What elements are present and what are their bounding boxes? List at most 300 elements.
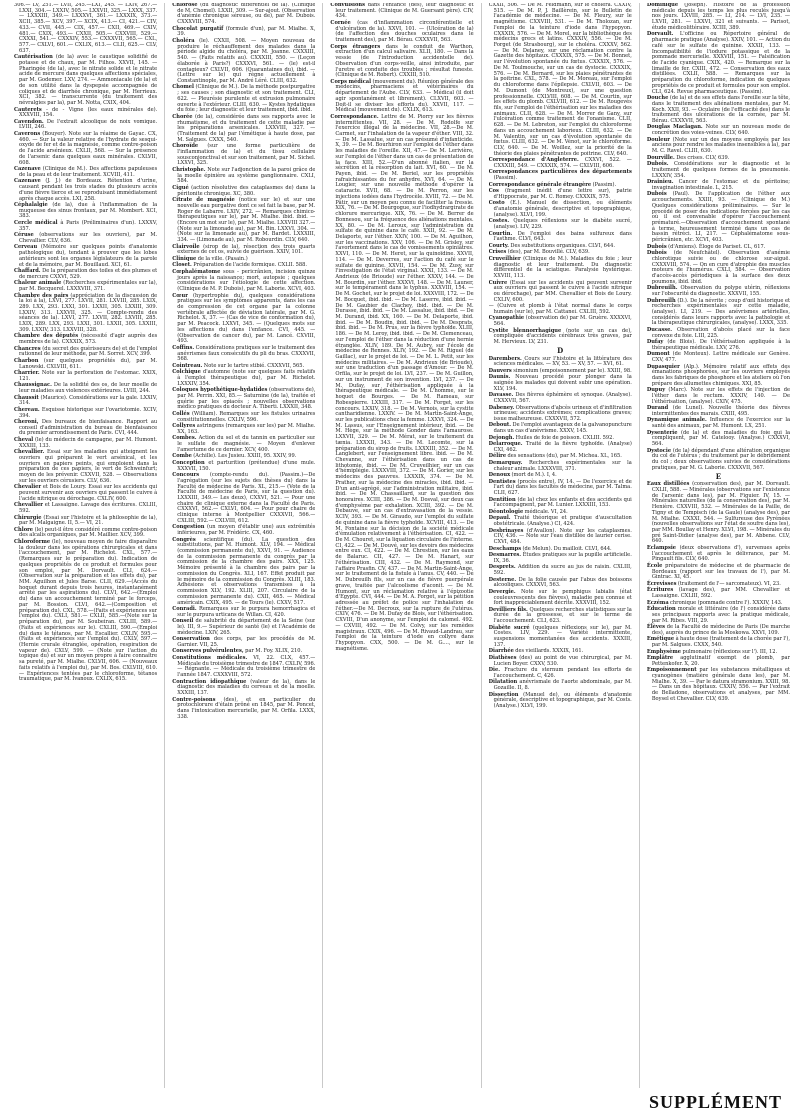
entry-heading: Choroïde: [172, 143, 199, 150]
index-entry: [489, 668, 632, 679]
entry-text: (le). CXXII, 508. — Moyen nouveau de produire le réchauffement des malades dans la période algide du choléra, par M. Joanne. CXXXIII, 540. — (Faits relatifs au). CXXXIII, 550. — (Leçon élaborée à Paris?) CXXXVI, 561. — (le) est-il contagieux? CXLVII, 606. (Quarantaines du), ibid. — (Lettre sur le) qui règne actuellement à Constantinople, par M. André Léré. CLIII, 632.: [177, 37, 316, 84]
entry-text: chronique (pommade contre l'). XXXIV, 143.: [670, 599, 783, 606]
entry-heading: Concours: [172, 472, 200, 479]
entry-text: (action résolutive des cataplasmes de) dans la péritonite chronique. XC, 380.: [177, 184, 316, 197]
index-entry: [14, 396, 157, 407]
entry-text: dans le conduit de Warthon, extraction d'un calcul salivaire. XLII, 180. — Dans la vessie (de l'introduction accidentelle de). Observation d'un corps-veille, ainsi introduite, par l'uretre et conduite des troubles ; résultat funeste. (Clinique de M. Robert). CXXIII, 510.: [335, 43, 474, 79]
index-entry: [172, 198, 315, 244]
entry-text: préparatoire de médecine et de pharmacie de Bordeaux (rapport sur les travaux de l'), par M. Gintrac. XI, 45.: [651, 562, 790, 581]
index-entry: [489, 693, 632, 710]
entry-text: Observations d'abcès urineux et d'infiltration urineuse; accidents extrêmes; complications graves; issue malheureuse. CXXXVII, 572.: [493, 404, 632, 422]
entry-heading: Écritures: [646, 587, 674, 594]
entry-text: (Essai sur l'histoire et la philosophie de la), par M. Malgaigne. II, 5.— VI, 21.: [19, 514, 158, 527]
entry-text: (d'Amiens). Éloge de Pariset. CL, 617.: [668, 243, 766, 250]
index-entry: [172, 388, 315, 411]
entry-heading: Chaffard.: [14, 268, 41, 275]
entry-text: (Essai sur les accidents qui peuvent survenir aux ouvriers qui passent le cuivre à l'acide nitrique ou dérochage), par MM. Chevallier et Bois de Loury. CXLIV, 600.: [493, 279, 632, 303]
entry-heading: Dubois: [646, 243, 667, 250]
entry-text: De la solidité des os, de leur moelle de leur maladies aux violences extérieures. LVIII, 244.: [19, 382, 158, 395]
index-entry: [330, 21, 473, 44]
entry-text: De l'emploi avantageux de la galvanopuncture dans un cas d'anévrisme. XXXV, 145.: [493, 422, 632, 435]
index-entry: [172, 436, 315, 453]
index-entry: [489, 608, 632, 625]
entry-text: (compte-rendu du). (Passim.)—De l'agrégation (sur les sujets des thèses du) dans la Faculté de médecine de Paris. XL, 215.— (Vote de la Faculté de médecine de Paris, sur la question du). LXXXIII, 349.— Les deux), CXXVI, 521. — Pour une chaire de clinique externe dans la Faculté de Paris. CXXXVI, 562.— CXLVI, 604. — Pour pour chaire de clinique interne à Montpellier CXXXVII, 566.— CXLIII, 592.— CXLVIII, 612.: [177, 472, 316, 524]
index-entry: [647, 286, 790, 297]
entry-text: CXXVI, 522. — CXXXIII, 549. — CXXXIX, 574. — CXLVIII, 606.: [493, 157, 632, 169]
entry-text: des vieillards. XXXIX, 161.: [515, 648, 584, 655]
index-entry: [489, 442, 632, 453]
index-entry: [172, 186, 315, 197]
entry-text: Des bureaux de bienfaisance. Rapport au conseil d'administration du bureau de bienfaisance du premier arrondissement de Paris. CVI, 444.: [19, 419, 158, 437]
entry-heading: Dubreuilh.: [646, 285, 678, 292]
entry-text: Note sur un nouveau mode de concrétion des voies-veines. CLV, 640.: [651, 124, 790, 137]
index-entry: [489, 189, 632, 200]
index-entry: [489, 3, 632, 157]
entry-text: et Lassaigne. Lavage des écritures. CXLIII, 592.: [19, 502, 158, 515]
entry-text: (Paul). De l'application de l'éther aux accouchements. XXIII, 93. — (Clinique de M.) Quelques considérations préliminaires. — Sur le procédé de poser des indications forcées par les cas où il est convenable d'opérer l'accouchement prématuré.—Observation d'accouchement spontané à terme, heureusement terminé dans un cas de bassin rétréci. LI, 217. — Céphalématome sous-péricrânien, etc. XCVI, 403.: [651, 191, 790, 244]
entry-heading: Cavendon.: [14, 118, 44, 125]
entry-heading: Conradi.: [172, 606, 197, 613]
entry-text: Traité théorique et pratique d'auscultation obstétricale. (Analyse.) CI, 424.: [493, 515, 632, 528]
entry-heading: Dumont: [646, 351, 670, 358]
index-columns: [14, 3, 790, 1088]
entry-heading: Cazenave: [14, 178, 41, 185]
entry-heading: Costo: [488, 200, 505, 207]
entry-text: (William). Remarques sur les fistules urinaires consititutionnelles. CXLIV, 596.: [177, 410, 316, 423]
entry-text: (Maurice). Considérations sur la gale. LXXIV, 314.: [19, 394, 158, 407]
entry-text: (nécessité d'agir auprès des membres de la). CXXXIX, 573.: [19, 333, 158, 346]
entry-text: 306.— LV, 251.— LVII, 245.—LXI, 245. — LXIV, 267.— LXXI, 304.— LXXIV, 505.— LXXVII, 325.— LXXX, 337.— LXXXIII, 349.— LXXXVI, 361.— LXXXIX, 373.— XCII, 385.— XCV, 397.— XCIX, 413.— CI, 421.— CIV, 433.— CVII, 445.— CIX, 457.— CXII, 469.— CXIV, 481.— CXIX, 493.— CXXII, 505.— CXXVIII, 529.— CXXXI, 541.— CXXXIV, 553.— CXXXVII, 565.— CXL, 577.— CXLVI, 601.— CXLIX, 613.— CLII, 625.— CLV, 637.: [14, 3, 158, 54]
entry-heading: Convulsions: [330, 3, 365, 8]
index-entry: [14, 359, 157, 370]
index-column-1: [14, 3, 157, 1088]
entry-text: (un moyen d'établir une) aux extrémités inférieures, par M. Frédéric. CX, 460.: [177, 524, 316, 537]
index-column-2: [172, 3, 315, 1088]
index-entry: [14, 221, 157, 232]
entry-text: Observation d'abcès placé sur la face convexe du foie. LIII, 225.: [651, 326, 790, 339]
index-entry: [647, 546, 790, 563]
index-entry: [14, 485, 157, 502]
entry-heading: Cruveilhier: [488, 255, 521, 262]
index-entry: [14, 108, 157, 119]
entry-text: (J. J.) de Bordeaux. Rétention d'urine, causant pendant les trois stades du plusieurs accès d'une fièvre tierce et se reproduisant immédiatement après chaque accès. LXI, 258.: [19, 178, 158, 202]
index-entry: [14, 167, 157, 178]
entry-text: (Clinique de M.). Maladies du foie ; leur diagnostic et leur traitement. Du diagnostic différentiel de la sciatique. Paralysie hystérique. XXVIII, 113.: [493, 255, 632, 280]
entry-heading: Dentistes: [488, 478, 516, 485]
index-entry: [647, 625, 790, 636]
index-entry: [489, 158, 632, 169]
entry-heading: Cazenave: [14, 166, 41, 173]
index-entry: [172, 245, 315, 256]
entry-text: morale et littéraire (de l') considérée dans ses principaux rapports avec la pratique médicale, par M. Ribes. VIII, 29.: [651, 606, 790, 624]
index-entry: [172, 370, 315, 387]
entry-heading: Courty.: [488, 242, 509, 249]
index-entry: [172, 525, 315, 536]
index-entry: [172, 3, 315, 26]
index-entry: [647, 251, 790, 285]
entry-heading: Chancres: [14, 345, 41, 352]
entry-text: (conservation des), par M. Dorvault. CXLII, 588. — Minérales (observations sur l'existence de l'arsenic dans les), par M. Figuier. IV, 15. — Minérales naturelles (de la conservation des), par M. Henière. CXXVIII, 532. — Minérales de la Paille, de Tigny et de Tempisch (de la Gaule) (analyse des), par M. Mialhe. CXXXI, 544. — Sulfureuse des Pyrénées (nouvelles observations sur l'état de soufre dans les), par MM. Boullay et Henry. XLVI, 198. — Minérales du pré Saint-Didier (analyse des), par M. Abbene. CLV, 640.: [651, 481, 790, 545]
index-entry: [14, 203, 157, 220]
entry-heading: Denoux: [488, 472, 511, 479]
entry-text: (Recherches expérimentales sur la), par M. Becquerel. LXXXVIII, 371.: [19, 280, 158, 293]
index-entry: [172, 619, 315, 636]
entry-text: (de la), due à l'inflammation de la muqueuse des sinus frontaux, par M. Mombert. XCI, 383.: [19, 202, 158, 220]
index-entry: [14, 371, 157, 382]
entry-text: (de la) chez les enfants et des accidents qui l'accompagnent, par M. Lunier. LXXXIII, 153.: [493, 496, 632, 509]
entry-heading: Chaussignac.: [14, 382, 52, 389]
entry-heading: Drainieu.: [646, 179, 674, 186]
entry-text: (quelques réflexions sur le), par M. Costes. LIV, 229. — Variété intermittente, suspensions momentanées des accidents. XXXIII, 137.: [493, 624, 632, 648]
entry-heading: Chambre des députés: [14, 333, 79, 340]
entry-heading: Écrevisses: [646, 580, 677, 587]
entry-heading: Chambre des pairs: [14, 292, 69, 299]
entry-heading: Empoisonnement: [646, 667, 697, 674]
entry-text: (du secret des guérisseurs de) et de l'emploi rationnel de leur méthode, par M. Sorret. XCV, 399.: [19, 345, 158, 358]
entry-heading: Desbrinayes: [488, 527, 524, 534]
entry-heading: Douglas Maclagan.: [646, 124, 703, 131]
index-entry: [647, 328, 790, 339]
entry-heading: Desprets.: [488, 564, 516, 571]
entry-heading: Corps étrangers: [330, 43, 381, 50]
index-entry: [489, 316, 632, 327]
entry-heading: Coloques hypothétique-hydatides: [172, 387, 268, 394]
entry-text: Préparation de l'acide formique. CXLII. 588.: [193, 262, 308, 269]
index-entry: [172, 85, 315, 114]
entry-heading: Clinique: [172, 255, 197, 262]
index-entry: [647, 340, 790, 351]
entry-heading: Douche: [646, 95, 669, 102]
entry-text: (fragment inédit d'une lettre sur), patrie d'Hippocrate, par M. C. Romey. CXXXIX, 575.: [493, 188, 632, 200]
entry-text: (procès entre). IV, 14. — De l'exercice et de l'art du) dans les facultés de médecine, par M. Talma. CLII, 627.: [493, 478, 632, 497]
entry-heading: Desterne.: [488, 576, 517, 583]
entry-heading: Eaux distillées: [646, 481, 690, 488]
entry-text: Note sur la perforation de l'estomac. XXIX, 121.: [19, 370, 158, 382]
index-entry: [489, 590, 632, 607]
entry-text: (E.). Manuel de dissection, ou éléments d'anatomie générale, descriptive et topographique, (analyse). XLVI, 199.: [493, 200, 632, 218]
entry-heading: Citrate de magnésie: [172, 197, 235, 204]
index-entry: [14, 503, 157, 514]
entry-heading: Colchique: [172, 369, 201, 376]
entry-text: Influence de l'exercice sur la santé des animaux, par M. Humont. LX, 251.: [651, 417, 790, 430]
entry-text: - de - Vigne (les eaux minérales de). XXXVIII, 154.: [19, 106, 158, 119]
index-entry: [647, 352, 790, 363]
entry-text: De la folie causée par l'abus des boissons alcooliques. CXXXVI, 563.: [493, 576, 632, 589]
index-entry: [172, 115, 315, 144]
entry-text: (formule d'un), par M. Mialhe. X, 39.: [177, 25, 316, 38]
entry-text: Considérations pratiques sur le traitement des anévrismes faux consécutifs du pli du bras. CXXXVII, 568.: [177, 344, 316, 363]
index-entry: [647, 668, 790, 702]
entry-heading: Dominique: [646, 3, 679, 8]
entry-heading: E: [715, 471, 722, 481]
entry-heading: Combes.: [172, 435, 197, 442]
entry-heading: Cautérisation: [14, 54, 53, 61]
index-entry: [489, 281, 632, 304]
index-entry: [647, 482, 790, 545]
entry-heading: Cheval: [14, 437, 34, 443]
index-entry: [14, 3, 157, 54]
index-entry: [14, 438, 157, 449]
entry-heading: Dejongh.: [488, 434, 515, 441]
entry-heading: Davasse.: [488, 392, 514, 399]
entry-text: Lettre de M. Piorry sur les fièvres intermittentes. VII, 28. — De M. Rodolfe sur l'exercice illégal de la médecine. VII, 28.—De M. Carmet, sur l'inhalation de la vapeur d'éther. VIII, 32. — De M. Lassalue, sur un cas présumé d'infanticide. X, 39. — De M. Bourhiron sur l'emploi de l'éther dans les maladies de l'oreille. XII, 47.— De M. Lerivière, sur l'emploi de l'éther dans un cas de présentation de la face. XIII, 52.—D'un abonné italien, sur la sécrétion et la résorption du lait. XVI, 60. — De M. Payen, ibid. — De M. Beriel, sur les propriétés rafraichissantes du fer anhydre. XVI, 64. — De M. Lougier, sur une nouvelle méthode d'opérer la cataracte. XVII, 68. — De M. Perron, sur les injections iodées dans l'hydrocèle. XVIII, 72. — De M. Pâtir, sur un moyen peu connu de faciliter la fressie. XIX, 76. — De M. Bourgogue, sur l'iodhydrargirate de chlorure mercurique. XIX, 76. — De M. Berrer de Bonnesou, sur la fréquence des aliénations mentales. XX, 80. — De M. Leroux, sur l'administration du sulfate de quinine dans le café. XXII, 92. — De M. Delaporte, sur l'éther. XXIV, 100. — De M. Aguilhon, sur les vaccinations. XXV, 106. — De M. Grisley, sur l'avortement dans le cas de vomissements opiniâtres. XXVI, 110. — De M. Heret, sur la quinoïdine. XXVII, 114. — De M. Deverres, sur l'action du café sur le sulfate de quinine. XXVII, 154. — De M. Zusy, sur l'investigation de l'état virginal. XXXI, 133. — De M. Andrieux (de Brioude) sur l'éther. XXXV, 144. — De M. Bourdin, sur l'éther. XXXVI, 148. — De M. Launer, sur le tempérament dans le typhus. XXXVIII, 154. — De M. Gochet, sur le projet de loi. XXXVIII, 172. — De M. Bocquet, ibid. ibid. — De M. Laserre, ibid. ibid. — De M. Gaubier de Clachey, ibid. ibid. — De M. Durasse, ibid. ibid. — De M. Lassalue, ibid. ibid. — De M. Durand, ibid. XX, 160. — De M. Delaporte, ibid. ibid. — De M. Boudin, ibid. ibid. — De M. Desprats, ibid. ibid. — De M. Prus, sur la fièvre typhoïde. XLIII, 186. — De M. Leroy, ibid. ibid. — De M. Clemenceau, sur l'emploi de l'éther dans la réduction d'une hernie étranglée. XLIV, 189. De M. Aubry, sur l'école de médecine de Rennes. XLIV, 192. — De M. Riguel (de Gaillac), sur le projet de loi. — De M. L. Petit, sur les médecins militaires. — De M. Andrieux (de Brioude), sur une traduction d'un passage d'Amour. — De M. Orfila, sur le projet de loi. LVI, 237. — De M. Guillon, sur un instrument de son invention. LVI, 237. — De M. Dufay, sur l'éthérisation appliquée à la thérapeutique médicale. — De M. L'homme, sur le hoquet de Bourges. — De M. Rameau, sur Robespierre. LXXIII, 317. — De M. Forget, sur les concours. LXXIV, 318. — De M. Vernois, sur la cystite cantharidienne. LXXIV. — De M. Martin-Saint-Ange, sur les publications chez la femme. LXXVI, 324. — De M. Lassus, sur l'Enseignement intérieur, ibid. — De M. Hège, sur la méthode Gonder dans l'amaurose. LXXVII, 329. — De M. Mérat, sur le traitement du tænia. LXXXII, 343. — De M. Lecomte, sur la préparation du sirop de fruits. LXXXIII, 352. — De M. Langlebert, sur l'enseignement libre. ibid. — De M. Chevanne, sur l'éthérisation dans un cas de lithotomie, ibid. — De M. Cruveilhier, sur un cas d'hémiplégie. LXXXVIII, 372. — De M. Gorier, sur les médecins des pauvres. LXXXIX, 374. — De M. Prather, sur la médecine des miracles, ibid. ibid. — D'un anti-agrégé, sur l'administration militaire, ibid. ibid. — De M. Chassaillard, sur la question des honoraires. XCIII, 386. — De M. Dosval, sur deux cas d'emphysème par exhalation. XCIII, 392. — De M. Debauve, sur un cas d'extravasation de la vessie. XCIV, 393. — De M. Giraudo, sur l'emploi du sulfate de quinine dans la fièvre typhoïde. XCVIII, 413. — De M. Fontaine sur la décision de la société médicale d'émulation relativement à l'éthérisation. CI, 422. — De M. Chouret, sur la liquation circulaire de l'interne. CI, 422. — De M. Douvé, sur les devoirs des médecins entre eux. CI, 422. — De M. Chrestien, sur les eaux de Balaruc. CII, 427. — De M. Hanart, sur l'éthérisation. CIII, 432. — De M. Raymond, sur l'affaire Prasfin. CV, 437. — De M. Martin-Saint-Ange, sur le traitement de la fistule à l'anus. CV, 440. — De M. Dubreuilh fils, sur un cas de fièvre puerpérale grave, traitée par l'alcoolisme d'aconit. — De M. Humont, sur un réclamation relative à l'épizootie d'Egypte. CVI, 444. — De M. A. Forget, sur la pétition adressée au préfet de police sur l'inhalation de l'éther.—De M. Decroux, sur la rupture de l'utérus. CXIV, 476. — De M. Dufay de Blois, sur l'éthérisation. CXVIII, D'un anonyme, sur l'emploi du calomel. 492.— CXVIII, 492. — De M. Colvy, sur les remèdes magistraux. CXIX, 496. — De M. Rivaud-Landrau, sur l'emploi de la teinture d'iode en collyre dans l'hypopyon. CXX, 500. — De M. G...., sur le magnétisme.: [335, 113, 474, 652]
entry-text: VI, 22. CLX, 457.—Médicale du troisième trimestre de 1847. CXLIV, 596.— Régnante. — Médicale du troisième trimestre de l'année 1847. CXXXVIII, 572.: [177, 654, 316, 679]
entry-heading: Contre-poisons: [172, 696, 216, 703]
entry-heading: Cerveau: [14, 244, 38, 251]
entry-heading: Corps médical: [330, 78, 372, 85]
entry-heading: Darembers.: [488, 355, 522, 362]
entry-heading: Céphalalgie: [14, 202, 48, 209]
entry-text: Des crises. CLV, 639.: [676, 154, 730, 161]
index-entry: [647, 32, 790, 95]
index-column-4: [489, 3, 632, 1088]
index-entry: [172, 270, 315, 293]
entry-text: Traité de la fièvre typhoïde. (Analyse) CXI, 462.: [493, 441, 632, 453]
entry-heading: Christophe.: [172, 166, 206, 173]
index-entry: [14, 334, 157, 345]
entry-text: (Bouyer). Note sur la réaime de Gayac. CX, 460. — Sur la valeur relative de l'hydrate de sesqui-oxyde de fer et de la magnésie, comme contre-poison de l'acide arsénieux. CXLII, 568. — Sur la présence de l'arsenic dans quelques eaux minérales. CXLVII, 608.: [19, 131, 158, 166]
entry-text: Note sur le tartre stibié. CXXXVII, 565.: [203, 362, 305, 369]
entry-heading: Delarroque.: [488, 441, 523, 448]
entry-text: Études pratiques sur la pupille artificielle. IX, 36.: [493, 552, 632, 564]
entry-heading: Dufay: [646, 339, 664, 346]
entry-heading: Chlore: [14, 526, 34, 533]
entry-heading: Céruse: [14, 232, 34, 239]
index-entry: [172, 538, 315, 607]
index-entry: [14, 245, 157, 268]
entry-heading: Dabeney.: [488, 404, 515, 411]
entry-text: de la ville. (Pasain.): [197, 255, 248, 262]
index-entry: [647, 180, 790, 191]
entry-heading: Charbon: [14, 357, 39, 364]
index-entry: [489, 529, 632, 546]
entry-text: De l'extrait alcoolique de noix vomique. LVIII, 246.: [19, 118, 158, 131]
entry-heading: Conservation: [172, 636, 210, 643]
entry-text: Essai sur les maladies qui atteignent les ouvriers qui préparent le vert arsénical, et les ouvriers en papiers peints, qui emploient dans la préparation de ces papiers, le vert de Schweinfurt; moyen de les prévenir. CXXVII, 528. — Observations sur les ouvriers cérusiers. CLV, 636.: [19, 449, 158, 484]
entry-text: (Passim).: [493, 175, 518, 182]
entry-heading: Dauvers: [488, 367, 512, 374]
entry-heading: Dystocie: [646, 447, 672, 454]
index-entry: [172, 412, 315, 423]
entry-heading: Dupuy: [646, 387, 666, 394]
entry-heading: Cauterets: [14, 106, 42, 113]
entry-heading: Crises: [488, 249, 507, 256]
entry-text: Note sur le pemphigus labialis (état couleuvrescents des fièvres), maladie peu connue et fort inappréciablement décrite. XXXVIII, 152.: [493, 588, 632, 607]
entry-text: simonium (empoisonnement par le). XXIII, 98.: [513, 367, 632, 374]
index-entry: [489, 357, 632, 368]
entry-heading: Debout.: [488, 422, 512, 429]
entry-heading: Devergie.: [488, 588, 516, 595]
entry-heading: Cyanopathie: [488, 315, 525, 322]
entry-text: Cancer de l'estomac et du péritoine; invagination intestinale. L, 215.: [651, 179, 790, 191]
index-entry: [172, 637, 315, 648]
entry-text: (le) du médecin de campagne, par M. Humont. XXXIII, 133.: [19, 437, 158, 449]
entry-text: CXXII, 506. — De M. Feldmann, sur le choléra. CXXIV, 515. — De M. P. J. Baillèrein, sur le Bulletin de l'académie de médecine. — De M. Fleury, sur le magnétisme. CXXVIII, 531. — De M. Tholozan, sur l'emploi de la teinture d'iode dans l'hypopyon. CXXXIX, 576. — De M. Morel, sur la bibliothèque des médecins grecs et latins. CXXXIV, 556. — De M. Forget (de Strasbourg), sur le choléra. CXXXV, 562. — De M. Delaney, sur une réclamation contre la Gazette des hôpitaux. CXXXIX, 575. — De M. Bonnet, sur l'évolution spontanée du fœtus. CXXXIX, 576. — De M. Toulmouche, sur un cas de dystocie. CXXXIX, 576. — De M. Bernard, sur les plaies pénétrantes de la poitrine. CXL, 578. — De M. Moreau, sur l'emploi du chloroforme dans l'épilepsie. CXLVII, 603. — De M. Dumont (de Montreux), sur une question professionnelle. CXLVIII, 608. — De M. Courtin, sur les effets du plomb. CXLVIII, 612. — De M. Rougevès fils, sur l'emploi de l'éthérisation sur les maladies des animaux. CLII, 628. — De M. Morrer de Gany, sur l'ulcération comme traitement de l'onanisme. CLII, 628. — De M. Lebreton, sur l'emploi du chloroforme dans un accouchement laborieux. CLIII, 632. — De M. Valentin, sur un cas d'évolution spontanée du fœtus. CLIII, 632. — De M. Vénot, sur le chloroforme. CLV, 640. — De M. Woillez, sur la priorité de la théorie des plaies pénétrantes de poitrine. CLV, 640.: [488, 3, 632, 157]
entry-text: (Manuel de), ou éléments d'anatomie générale, descriptive et topographique, par M. Costs. (Analyse.) XLVI, 199.: [493, 691, 632, 710]
index-entry: [172, 424, 315, 435]
entry-text: agglutinatif exempt de plomb, par Pettenkofer. X, 20.: [651, 655, 790, 667]
entry-heading: Costes.: [488, 218, 510, 225]
entry-text: Remarques sur le purpura hemorrhagica et sur le purpura urticans de Willan. CI, 420.: [177, 606, 316, 618]
index-entry: [14, 528, 157, 539]
entry-text: Des fièvres éphémère et synoque. (Analyse). CXXXVII, 567.: [493, 392, 632, 404]
entry-text: L'officine ou Répertoire général de pharmacie pratique (Analyse). XXIV, 101. — Action du café sur le sulfate de quinine. XXXII, 133. — Incompatibilité de l'iodure potassique et de la pommade mercurielle. XXXVIII, 151. — Falsification de l'acide cyanique. CXIX, 420. — Remarque sur la limaille de fer. CXIII, 472. — Conservation des eaux distillées. CXLII, 588. — Remarques sur la préparation du chloroforme, indication de quelques propriétés de ce produit et formules pour son emploi. CLI, 624. Revue pharmaceutique. (Passim).: [651, 31, 790, 95]
entry-text: (de Lunel). Nouvelle théorie des fièvres intermittentes des marais. CXIII, 495.: [651, 405, 790, 417]
index-column-5: [647, 3, 790, 1088]
entry-heading: Collés: [172, 410, 190, 417]
entry-text: (notice sur le) et sur une nouvelle eau purgative dont ce sel fait la base, par M. Roger de Labarre. LXIV, 272. — Remarques chimico-thérapeutiques sur le), par M. Mialhe. ibid. ibid. — (Encore un mot sur le), par M. Mialhe. LXXVIII 327.—(Note sur la limonade au), par M. Bin. LXXVI, 304. — (Note sur la limonade au), par M. Bardet. LXXXIII, 334. — (Limonade au), par M. Robourdin. CLV, 640.: [177, 197, 316, 244]
entry-heading: Chereau.: [14, 406, 40, 413]
entry-heading: D: [557, 345, 564, 355]
entry-heading: Daunis.: [488, 374, 511, 381]
index-entry: [489, 257, 632, 280]
index-entry: [489, 626, 632, 649]
entry-heading: Chloroforme: [14, 539, 51, 545]
entry-text: à haute dose (traitement de la chorée par l'), par M. Salgues. CXXX, 540.: [651, 636, 790, 649]
entry-heading: Contraction idiopathique: [172, 678, 247, 685]
entry-heading: Congrès: [172, 536, 196, 543]
entry-text: Cours sur l'histoire et la littérature des sciences médicales. — XV, 53. — XV, 57. — XVI, 61.: [493, 355, 632, 368]
column-divider: [322, 3, 323, 1088]
entry-heading: Chlorose: [172, 3, 198, 8]
index-entry: [14, 540, 157, 683]
entry-heading: Douleur: [646, 136, 670, 143]
index-entry: [14, 420, 157, 437]
entry-text: (de Melun). Du mailloit. CLVI, 644.: [522, 545, 612, 552]
entry-heading: Dilatation: [488, 679, 518, 686]
entry-text: (cas d'inflammation circonférentielle et d'ulcération de la). XXVI, 101. — (Ulcération de la) (de l'affection des douches oculaires dans le traitement des), par M. Bérau. CXXXVII, 563.: [335, 19, 474, 44]
entry-text: Considérations sur le diagnostic et le traitement de quelques formes de la pneumonie. LXXXIV, 354.: [651, 161, 790, 179]
entry-heading: Conception: [172, 459, 205, 466]
column-divider: [164, 3, 165, 1088]
entry-heading: Conseil: [172, 618, 194, 625]
entry-heading: Diathèses: [488, 654, 517, 661]
index-entry: [330, 45, 473, 79]
entry-text: astringens (remarques sur les) par M. Mialhe. XX, 163.: [177, 423, 316, 435]
entry-text: et Bois de Loury. Essai sur les accidents qui peuvent survenir aux ouvriers qui passent le cuivre à l'acide nitrique ou dérochage. CXLIV, 600.: [19, 484, 158, 502]
index-entry: [172, 607, 315, 618]
entry-text: Des substitutions organiques. CLVI, 644.: [510, 242, 615, 249]
entry-heading: Chaussit: [14, 394, 39, 401]
entry-text: Addition du sucre au jus de raisin. CXLIII, 592.: [493, 564, 632, 577]
entry-heading: Chomel: [172, 84, 194, 91]
entry-heading: Closet.: [172, 262, 192, 269]
entry-text: Quelques réflexions sur le diabète sucré, (analyse). LIV, 229.: [493, 218, 632, 231]
entry-heading: Dubois: [646, 191, 667, 198]
index-entry: [489, 578, 632, 589]
index-entry: [647, 138, 790, 155]
entry-text: De l'emploi des bains sulfureux dans l'asthme. CLVI, 643.: [493, 230, 632, 243]
entry-heading: Correspondance générale étrangère: [488, 181, 592, 188]
entry-heading: Cystite blennorrhagique: [488, 327, 562, 334]
entry-text: (mort de M.). I, 4.: [511, 472, 557, 479]
entry-heading: Caverons: [14, 131, 41, 137]
entry-text: Action du sel et du tannin en particulier sur le sulfate de magnésie. — Moyen d'enlever l'amertume de ce dernier. XCV, 400.: [177, 435, 316, 453]
index-entry: [172, 680, 315, 697]
entry-text: de salubrité du département de la Seine (sur le). III, 9.— Supérieur de santé (le) et l'Académie de médecine. LXIV, 265.: [177, 618, 316, 636]
entry-heading: Correspondance.: [330, 113, 379, 120]
entry-text: (des) au point de vue chirurgical, par M. Lucien Boyer. CXXV, 530.: [493, 654, 632, 667]
index-entry: [647, 96, 790, 125]
entry-text: (de Blois). De l'éthérisation appliquée à la thérapeutique médicale. LXV, 276.: [651, 339, 790, 351]
entry-heading: Dubois: [646, 250, 667, 257]
entry-text: et parturition (prétendue) d'une mule. XXXVII, 150.: [177, 459, 316, 472]
entry-text: (lavage des), par MM. Chevallier et Lassaigne. CXLIII, 592.: [651, 587, 790, 600]
entry-heading: Emétique: [646, 636, 675, 643]
entry-text: dans l'enfance (des), leur diagnostic et leur traitement. (Clinique de M. Guersant père). CIV, 434.: [335, 3, 474, 20]
index-entry: [489, 516, 632, 527]
index-entry: [489, 170, 632, 181]
index-entry: [14, 55, 157, 106]
index-entry: [489, 423, 632, 434]
entry-text: Esquisse historique sur l'ovariotomie. XCIV, 394.: [19, 406, 158, 419]
entry-heading: Dynamique animale.: [646, 417, 707, 424]
index-entry: [14, 450, 157, 484]
entry-heading: Délire: [488, 453, 507, 460]
entry-heading: Deschamps: [488, 545, 522, 552]
entry-text: Observation du polype utérin, réflexions sur l'obscurité du diagnostic. XXXVII, 155.: [651, 285, 790, 297]
entry-text: (du diagnostic différentiel de la). (Clinique de M. Chomel). LXXII, 309. — Sur-ajout. (Observation d'anémie chronique séreuse, ou de), par M. Dubois. CXXXVIII, 574.: [177, 3, 316, 26]
entry-heading: Congestion: [172, 524, 205, 531]
entry-text: (deux observations d'), survenues après l'accouchement et après le délivrance, par M. Pingault fils. CLV, 640.: [651, 544, 790, 563]
entry-heading: Constitutions médicales.: [172, 654, 248, 661]
index-entry: [647, 588, 790, 599]
index-entry: [647, 656, 790, 667]
entry-heading: Cigué: [172, 184, 189, 191]
index-entry: [647, 564, 790, 581]
index-entry: [489, 345, 632, 355]
index-entry: [14, 383, 157, 394]
index-entry: [647, 299, 790, 328]
column-divider: [639, 3, 640, 1088]
index-entry: [489, 375, 632, 392]
index-entry: [647, 471, 790, 481]
entry-text: (de la) et des maladies du foie qui la compliquent, par M. Catelooy. (Analyse.) CXXXVI, 564.: [651, 429, 790, 448]
entry-heading: Cuivre: [488, 279, 508, 286]
entry-heading: Collyres: [172, 423, 196, 430]
entry-text: Nouveau procédé pour plonger dans la saignée les malades qui doivent subir une opération. XLV, 194.: [493, 374, 632, 392]
index-entry: [14, 281, 157, 292]
entry-heading: Die.: [488, 667, 500, 674]
entry-text: (Marc). Note sur les effets de l'injection de l'éther dans le rectum. XXXIV, 140. — De l'éthérisation, (analyse). CXIV, 475.: [651, 387, 790, 405]
index-entry: [14, 132, 157, 166]
entry-text: par M. Foy. XLIX, 210.: [245, 648, 303, 655]
entry-text: (sur quelques propriétés du), par M. Lanowski. CXLVIII, 611.: [19, 357, 158, 370]
index-entry: [172, 27, 315, 38]
index-entry: [172, 461, 315, 472]
entry-heading: Correspondances particulières des départements: [488, 169, 632, 176]
entry-text: (Achille). Les Jusieu. XXIII, 95. XXIV, 99.: [193, 453, 297, 460]
entry-heading: Dentition: [488, 496, 516, 503]
entry-heading: Éducation: [646, 606, 676, 613]
entry-heading: Chaleur animale: [14, 280, 62, 287]
index-entry: [172, 656, 315, 679]
index-entry: [330, 115, 473, 653]
entry-heading: Eclampsie: [646, 544, 677, 551]
index-entry: [647, 418, 790, 429]
index-entry: [647, 406, 790, 417]
index-entry: [647, 607, 790, 624]
entry-text: (Passim).: [592, 181, 617, 188]
index-entry: [489, 656, 632, 667]
index-entry: [489, 304, 632, 315]
index-entry: [172, 39, 315, 85]
entry-text: à Paris (Préliminaires d'un). LXXXV, 357.: [19, 219, 158, 232]
entry-heading: Diarrhée: [488, 648, 514, 655]
entry-heading: Dissection: [488, 691, 519, 698]
entry-text: (Joseph). Histoire de la profession médicale depuis les temps les plus reculés jusqu'à nos jours. LXVIII, 285. — LI, 214. — LVI, 235. — LXVII, 281. — LXXVI, 321 et suivants. — Parisot, étude médicolittéraire. XCIII, 389.: [651, 3, 790, 31]
entry-heading: Depaul.: [488, 515, 511, 522]
